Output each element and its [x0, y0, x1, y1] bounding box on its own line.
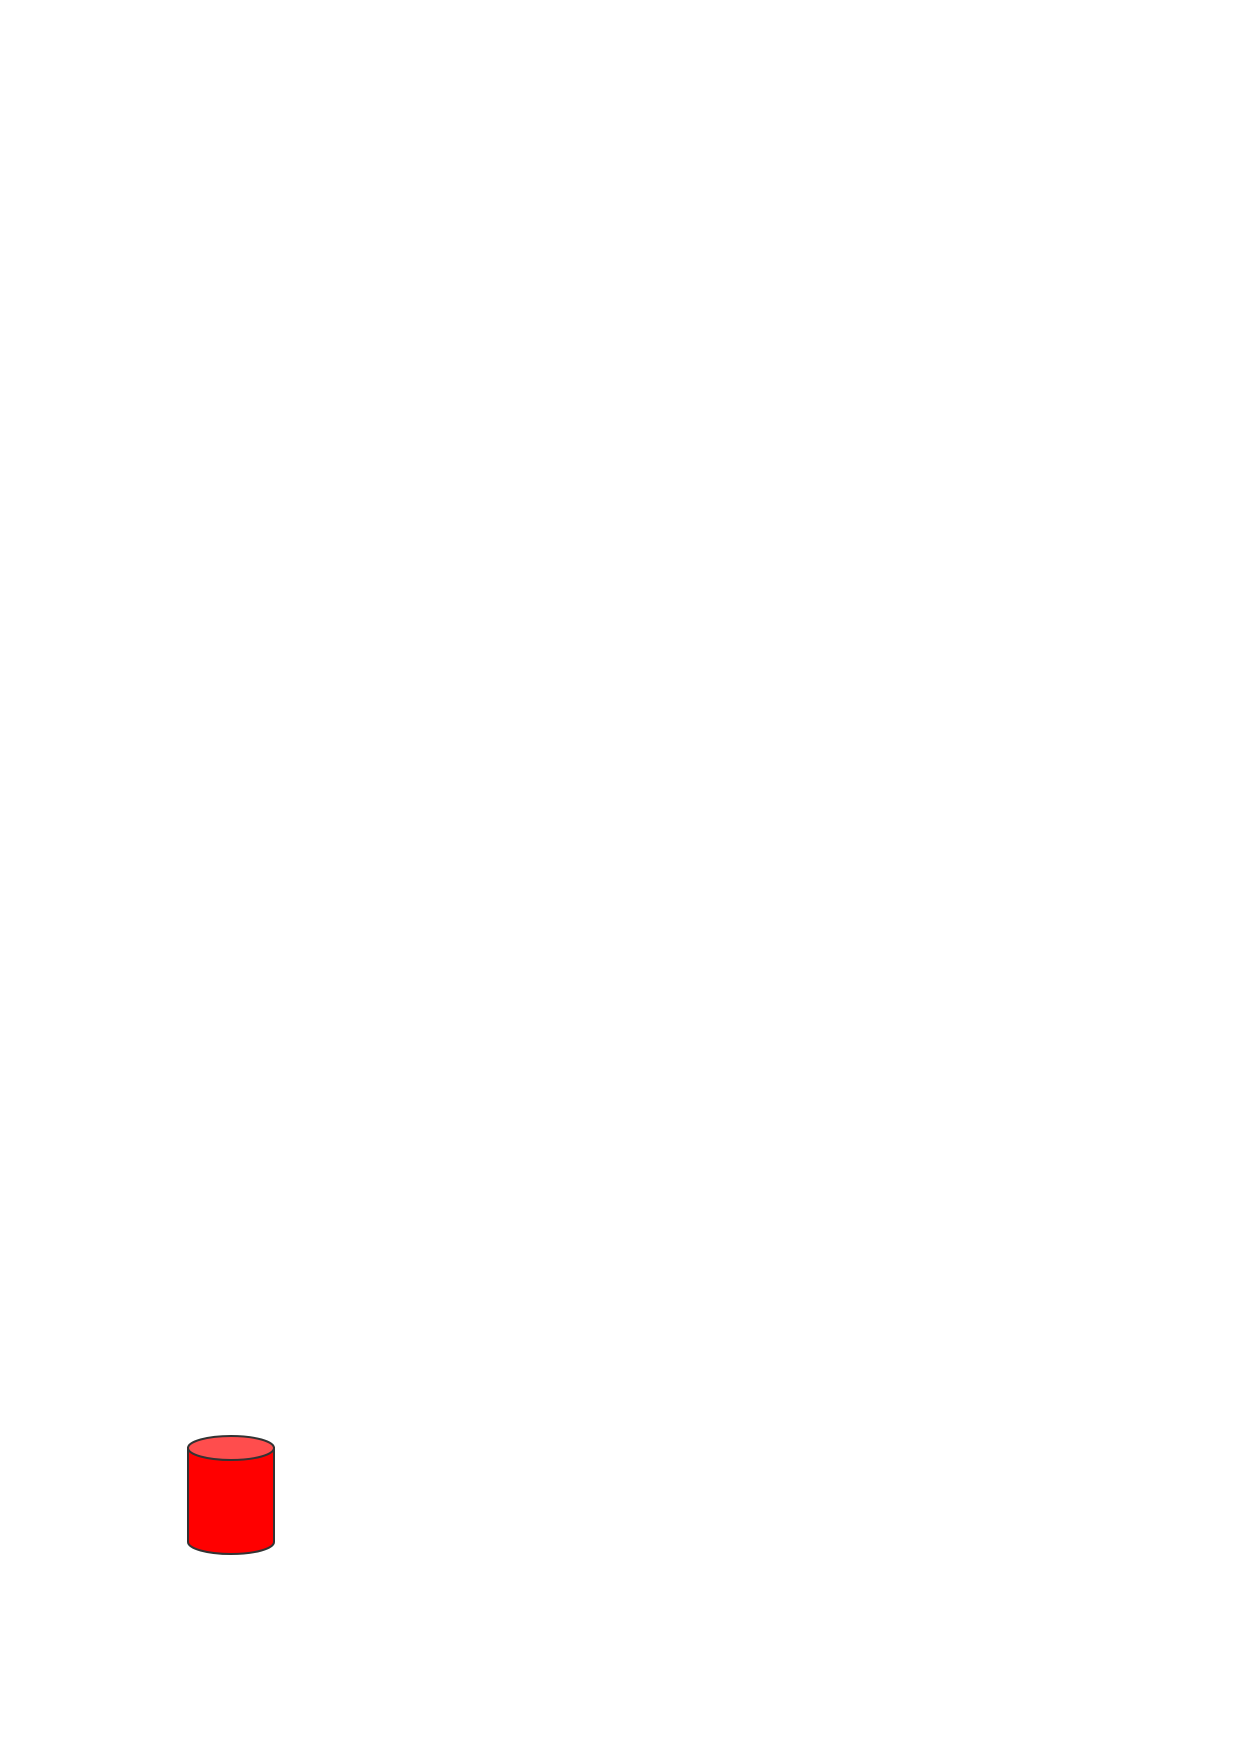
cylinder-figure [185, 1432, 277, 1560]
cylinder-body [188, 1448, 274, 1554]
cylinder-top [188, 1436, 274, 1460]
